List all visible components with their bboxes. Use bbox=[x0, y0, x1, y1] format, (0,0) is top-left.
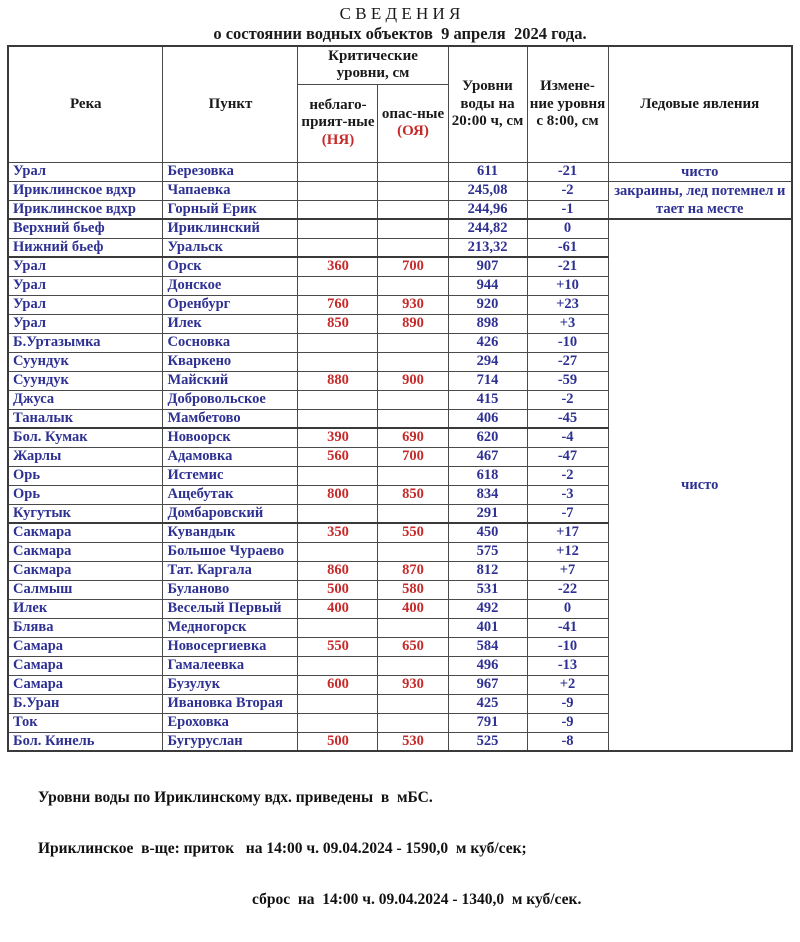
change-cell: -27 bbox=[527, 352, 608, 371]
river-cell: Орь bbox=[8, 485, 163, 504]
oya-cell bbox=[378, 276, 448, 295]
point-cell: Большое Чураево bbox=[163, 542, 298, 561]
oya-cell: 580 bbox=[378, 580, 448, 599]
point-cell: Добровольское bbox=[163, 390, 298, 409]
nya-cell bbox=[298, 181, 378, 200]
point-cell: Бузулук bbox=[163, 675, 298, 694]
level-cell: 714 bbox=[448, 371, 527, 390]
level-cell: 467 bbox=[448, 447, 527, 466]
point-cell: Медногорск bbox=[163, 618, 298, 637]
nya-cell: 500 bbox=[298, 732, 378, 751]
oya-cell bbox=[378, 694, 448, 713]
nya-cell bbox=[298, 713, 378, 732]
nya-cell: 880 bbox=[298, 371, 378, 390]
oya-cell bbox=[378, 542, 448, 561]
oya-cell: 930 bbox=[378, 675, 448, 694]
oya-cell bbox=[378, 618, 448, 637]
change-cell: -9 bbox=[527, 713, 608, 732]
change-cell: -59 bbox=[527, 371, 608, 390]
level-cell: 611 bbox=[448, 162, 527, 181]
change-cell: -13 bbox=[527, 656, 608, 675]
level-cell: 618 bbox=[448, 466, 527, 485]
river-cell: Урал bbox=[8, 314, 163, 333]
oya-cell: 650 bbox=[378, 637, 448, 656]
oya-cell: 690 bbox=[378, 428, 448, 447]
dangerous-label: опас-ные bbox=[381, 105, 445, 122]
level-cell: 898 bbox=[448, 314, 527, 333]
level-cell: 213,32 bbox=[448, 238, 527, 257]
river-cell: Бол. Кумак bbox=[8, 428, 163, 447]
point-cell: Кваркено bbox=[163, 352, 298, 371]
point-cell: Сосновка bbox=[163, 333, 298, 352]
point-cell: Оренбург bbox=[163, 295, 298, 314]
change-cell: -10 bbox=[527, 333, 608, 352]
point-cell: Адамовка bbox=[163, 447, 298, 466]
table-row bbox=[8, 181, 792, 200]
change-cell: -4 bbox=[527, 428, 608, 447]
level-cell: 492 bbox=[448, 599, 527, 618]
nya-cell bbox=[298, 390, 378, 409]
level-cell: 525 bbox=[448, 732, 527, 751]
level-cell: 415 bbox=[448, 390, 527, 409]
river-cell: Урал bbox=[8, 276, 163, 295]
level-cell: 496 bbox=[448, 656, 527, 675]
nya-cell: 500 bbox=[298, 580, 378, 599]
change-cell: 0 bbox=[527, 599, 608, 618]
level-cell: 291 bbox=[448, 504, 527, 523]
change-cell: +3 bbox=[527, 314, 608, 333]
dangerous-abbr: (ОЯ) bbox=[397, 123, 429, 139]
ice-phenomena-cell: закраины, лед потемнел и тает на месте bbox=[608, 181, 792, 219]
river-cell: Сакмара bbox=[8, 523, 163, 542]
change-cell: -7 bbox=[527, 504, 608, 523]
oya-cell bbox=[378, 390, 448, 409]
point-cell: Чапаевка bbox=[163, 181, 298, 200]
oya-cell bbox=[378, 238, 448, 257]
water-levels-table bbox=[7, 45, 793, 752]
col-header-point: Пункт bbox=[163, 46, 298, 162]
nya-cell: 350 bbox=[298, 523, 378, 542]
oya-cell: 400 bbox=[378, 599, 448, 618]
nya-cell bbox=[298, 333, 378, 352]
footnote-line: Ириклинское в-ще: приток на 14:00 ч. 09.04.2024 - 1590,0 м куб/сек; bbox=[38, 840, 527, 858]
level-cell: 531 bbox=[448, 580, 527, 599]
report-title: С В Е Д Е Н И Я bbox=[339, 4, 461, 23]
river-cell: Ириклинское вдхр bbox=[8, 200, 163, 219]
point-cell: Истемис bbox=[163, 466, 298, 485]
change-cell: -2 bbox=[527, 466, 608, 485]
nya-cell: 860 bbox=[298, 561, 378, 580]
table-row bbox=[8, 219, 792, 238]
change-cell: -3 bbox=[527, 485, 608, 504]
change-cell: -8 bbox=[527, 732, 608, 751]
point-cell: Кувандык bbox=[163, 523, 298, 542]
river-cell: Нижний бьеф bbox=[8, 238, 163, 257]
nya-cell bbox=[298, 352, 378, 371]
river-cell: Самара bbox=[8, 675, 163, 694]
level-cell: 967 bbox=[448, 675, 527, 694]
level-cell: 791 bbox=[448, 713, 527, 732]
river-cell: Сакмара bbox=[8, 542, 163, 561]
change-cell: +7 bbox=[527, 561, 608, 580]
change-cell: -41 bbox=[527, 618, 608, 637]
nya-cell: 550 bbox=[298, 637, 378, 656]
river-cell: Б.Уран bbox=[8, 694, 163, 713]
point-cell: Бугуруслан bbox=[163, 732, 298, 751]
river-cell: Урал bbox=[8, 162, 163, 181]
change-cell: -61 bbox=[527, 238, 608, 257]
river-cell: Таналык bbox=[8, 409, 163, 428]
col-header-river: Река bbox=[8, 46, 163, 162]
oya-cell bbox=[378, 162, 448, 181]
river-cell: Жарлы bbox=[8, 447, 163, 466]
level-cell: 406 bbox=[448, 409, 527, 428]
point-cell: Новосергиевка bbox=[163, 637, 298, 656]
change-cell: +10 bbox=[527, 276, 608, 295]
oya-cell: 700 bbox=[378, 447, 448, 466]
footnote-line: Уровни воды по Ириклинскому вдх. приведены в мБС. bbox=[38, 789, 433, 807]
river-cell: Суундук bbox=[8, 371, 163, 390]
river-cell: Джуса bbox=[8, 390, 163, 409]
report-footnotes bbox=[0, 755, 800, 942]
report-subtitle: о состоянии водных объектов 9 апреля 2024 года. bbox=[213, 24, 587, 43]
level-cell: 450 bbox=[448, 523, 527, 542]
oya-cell: 890 bbox=[378, 314, 448, 333]
level-cell: 944 bbox=[448, 276, 527, 295]
oya-cell bbox=[378, 333, 448, 352]
nya-cell bbox=[298, 219, 378, 238]
point-cell: Ащебутак bbox=[163, 485, 298, 504]
table-row bbox=[8, 162, 792, 181]
nya-cell bbox=[298, 504, 378, 523]
unfavorable-label: неблаго-прият-ные bbox=[301, 97, 375, 131]
nya-cell bbox=[298, 276, 378, 295]
point-cell: Березовка bbox=[163, 162, 298, 181]
point-cell: Домбаровский bbox=[163, 504, 298, 523]
change-cell: +17 bbox=[527, 523, 608, 542]
change-cell: -47 bbox=[527, 447, 608, 466]
ice-phenomena-cell: чисто bbox=[608, 219, 792, 751]
change-cell: -9 bbox=[527, 694, 608, 713]
change-cell: 0 bbox=[527, 219, 608, 238]
nya-cell bbox=[298, 466, 378, 485]
change-cell: -22 bbox=[527, 580, 608, 599]
level-cell: 294 bbox=[448, 352, 527, 371]
nya-cell: 850 bbox=[298, 314, 378, 333]
nya-cell bbox=[298, 238, 378, 257]
level-cell: 907 bbox=[448, 257, 527, 276]
point-cell: Илек bbox=[163, 314, 298, 333]
oya-cell: 900 bbox=[378, 371, 448, 390]
nya-cell bbox=[298, 656, 378, 675]
change-cell: +23 bbox=[527, 295, 608, 314]
river-cell: Самара bbox=[8, 656, 163, 675]
change-cell: -21 bbox=[527, 162, 608, 181]
level-cell: 245,08 bbox=[448, 181, 527, 200]
nya-cell bbox=[298, 200, 378, 219]
unfavorable-abbr: (НЯ) bbox=[321, 131, 355, 148]
point-cell: Веселый Первый bbox=[163, 599, 298, 618]
nya-cell bbox=[298, 409, 378, 428]
point-cell: Новоорск bbox=[163, 428, 298, 447]
level-cell: 244,82 bbox=[448, 219, 527, 238]
oya-cell: 870 bbox=[378, 561, 448, 580]
river-cell: Бол. Кинель bbox=[8, 732, 163, 751]
level-cell: 244,96 bbox=[448, 200, 527, 219]
river-cell: Б.Уртазымка bbox=[8, 333, 163, 352]
change-cell: +2 bbox=[527, 675, 608, 694]
nya-cell bbox=[298, 542, 378, 561]
change-cell: -45 bbox=[527, 409, 608, 428]
point-cell: Майский bbox=[163, 371, 298, 390]
oya-cell bbox=[378, 200, 448, 219]
level-cell: 620 bbox=[448, 428, 527, 447]
nya-cell: 800 bbox=[298, 485, 378, 504]
point-cell: Буланово bbox=[163, 580, 298, 599]
nya-cell: 390 bbox=[298, 428, 378, 447]
point-cell: Горный Ерик bbox=[163, 200, 298, 219]
level-cell: 426 bbox=[448, 333, 527, 352]
point-cell: Уральск bbox=[163, 238, 298, 257]
river-cell: Урал bbox=[8, 257, 163, 276]
point-cell: Тат. Каргала bbox=[163, 561, 298, 580]
river-cell: Сакмара bbox=[8, 561, 163, 580]
point-cell: Ероховка bbox=[163, 713, 298, 732]
col-header-change: Измене-ние уровня с 8:00, см bbox=[527, 46, 608, 162]
river-cell: Блява bbox=[8, 618, 163, 637]
river-cell: Ириклинское вдхр bbox=[8, 181, 163, 200]
point-cell: Донское bbox=[163, 276, 298, 295]
change-cell: +12 bbox=[527, 542, 608, 561]
level-cell: 584 bbox=[448, 637, 527, 656]
change-cell: -2 bbox=[527, 181, 608, 200]
river-cell: Кугутык bbox=[8, 504, 163, 523]
table-header bbox=[8, 46, 792, 162]
oya-cell bbox=[378, 352, 448, 371]
river-cell: Ток bbox=[8, 713, 163, 732]
change-cell: -2 bbox=[527, 390, 608, 409]
level-cell: 834 bbox=[448, 485, 527, 504]
point-cell: Мамбетово bbox=[163, 409, 298, 428]
nya-cell: 600 bbox=[298, 675, 378, 694]
nya-cell bbox=[298, 618, 378, 637]
oya-cell: 930 bbox=[378, 295, 448, 314]
point-cell: Ивановка Вторая bbox=[163, 694, 298, 713]
oya-cell bbox=[378, 713, 448, 732]
oya-cell: 550 bbox=[378, 523, 448, 542]
oya-cell bbox=[378, 466, 448, 485]
river-cell: Салмыш bbox=[8, 580, 163, 599]
point-cell: Гамалеевка bbox=[163, 656, 298, 675]
col-header-unfavorable bbox=[298, 84, 378, 162]
oya-cell bbox=[378, 219, 448, 238]
nya-cell: 400 bbox=[298, 599, 378, 618]
change-cell: -10 bbox=[527, 637, 608, 656]
point-cell: Ириклинский bbox=[163, 219, 298, 238]
col-header-dangerous bbox=[378, 84, 448, 162]
water-table-body bbox=[8, 162, 792, 751]
header-row-top bbox=[8, 46, 792, 84]
oya-cell: 700 bbox=[378, 257, 448, 276]
level-cell: 812 bbox=[448, 561, 527, 580]
nya-cell: 560 bbox=[298, 447, 378, 466]
point-cell: Орск bbox=[163, 257, 298, 276]
level-cell: 575 bbox=[448, 542, 527, 561]
nya-cell bbox=[298, 162, 378, 181]
river-cell: Урал bbox=[8, 295, 163, 314]
river-cell: Илек bbox=[8, 599, 163, 618]
oya-cell bbox=[378, 181, 448, 200]
level-cell: 401 bbox=[448, 618, 527, 637]
nya-cell bbox=[298, 694, 378, 713]
nya-cell: 760 bbox=[298, 295, 378, 314]
ice-phenomena-cell: чисто bbox=[608, 162, 792, 181]
river-cell: Верхний бьеф bbox=[8, 219, 163, 238]
change-cell: -21 bbox=[527, 257, 608, 276]
river-cell: Самара bbox=[8, 637, 163, 656]
change-cell: -1 bbox=[527, 200, 608, 219]
level-cell: 425 bbox=[448, 694, 527, 713]
col-header-ice: Ледовые явления bbox=[608, 46, 792, 162]
oya-cell bbox=[378, 504, 448, 523]
nya-cell: 360 bbox=[298, 257, 378, 276]
oya-cell bbox=[378, 656, 448, 675]
river-cell: Орь bbox=[8, 466, 163, 485]
col-header-critical-group: Критические уровни, см bbox=[298, 46, 448, 84]
col-header-level: Уровни воды на 20:00 ч, см bbox=[448, 46, 527, 162]
oya-cell: 530 bbox=[378, 732, 448, 751]
river-cell: Суундук bbox=[8, 352, 163, 371]
oya-cell bbox=[378, 409, 448, 428]
footnote-line: сброс на 14:00 ч. 09.04.2024 - 1340,0 м куб/сек. bbox=[252, 891, 582, 909]
oya-cell: 850 bbox=[378, 485, 448, 504]
level-cell: 920 bbox=[448, 295, 527, 314]
